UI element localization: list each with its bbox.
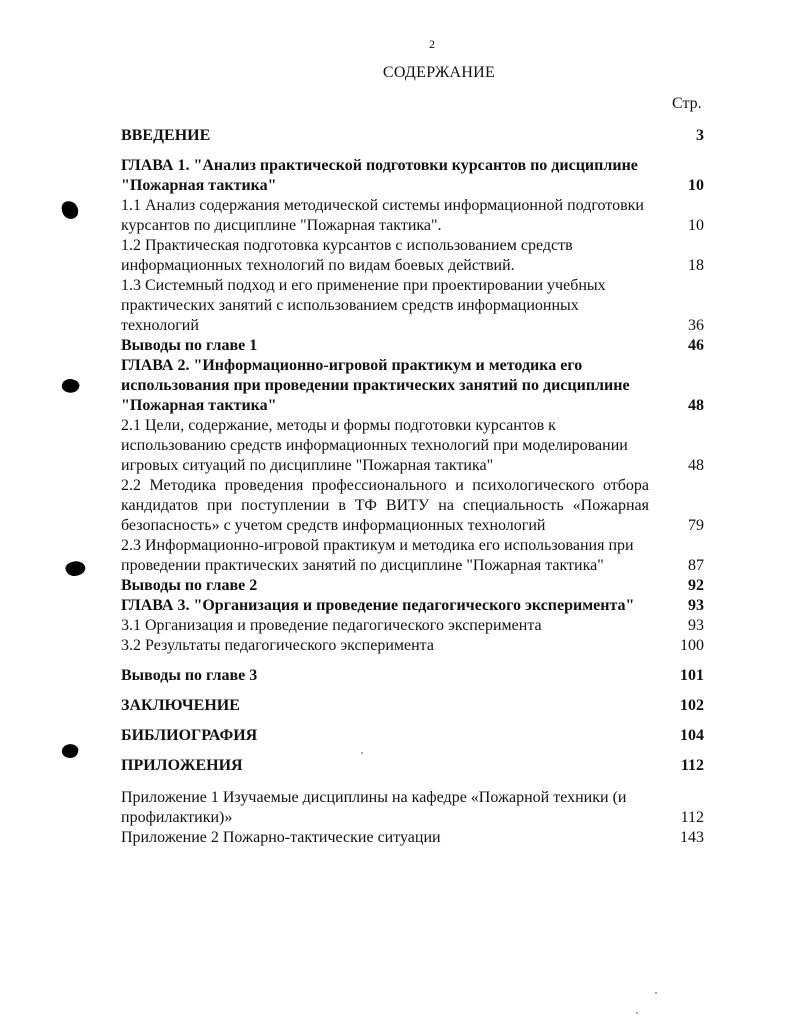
page-title: СОДЕРЖАНИЕ [382, 64, 496, 81]
toc-entry-conclusion: ЗАКЛЮЧЕНИЕ 102 [121, 697, 704, 714]
ink-blot-mark [60, 742, 79, 760]
toc-entry-section-2-1: 2.1 Цели, содержание, методы и формы подготовки курсантов к использованию средств информационных технологий при моделировании игровых ситуаций по дисциплине "Пожарная тактика" 48 [121, 417, 704, 474]
scan-speck [361, 752, 363, 754]
table-of-contents [121, 126, 711, 848]
toc-entry-conclusions-2: Выводы по главе 2 92 [121, 577, 704, 594]
toc-entry-chapter-1: ГЛАВА 1. "Анализ практической подготовки курсантов по дисциплине "Пожарная тактика" 10 [121, 157, 704, 194]
toc-entry-conclusions-3: Выводы по главе 3 101 [121, 667, 704, 684]
toc-entry-section-3-2: 3.2 Результаты педагогического эксперимента 100 [121, 637, 704, 654]
toc-entry-appendix-1: Приложение 1 Изучаемые дисциплины на кафедре «Пожарной техники (и профилактики)» 112 [121, 789, 704, 826]
toc-entry-appendices: ПРИЛОЖЕНИЯ 112 [121, 757, 704, 774]
toc-entry-section-2-2: 2.2 Методика проведения профессионального и психологического отбора кандидатов при поступлении в ТФ ВИТУ на специальность «Пожарная безопасность» с учетом средств информационных технологий 79 [121, 477, 704, 534]
toc-entry-conclusions-1: Выводы по главе 1 46 [121, 337, 704, 354]
toc-entry-chapter-3: ГЛАВА 3. "Организация и проведение педагогического эксперимента" 93 [121, 597, 704, 614]
toc-entry-appendix-2: Приложение 2 Пожарно-тактические ситуации 143 [121, 829, 704, 846]
toc-entry-section-1-3: 1.3 Системный подход и его применение при проектировании учебных практических занятий с использованием средств информационных технологий 36 [121, 277, 704, 334]
toc-entry-section-3-1: 3.1 Организация и проведение педагогического эксперимента 93 [121, 617, 704, 634]
page-column-header: Стр. [672, 95, 702, 112]
toc-entry-introduction: ВВЕДЕНИЕ 3 [121, 127, 704, 144]
scan-speck [655, 992, 657, 994]
ink-blot-mark [60, 377, 81, 396]
page-number: 2 [429, 37, 435, 51]
toc-entry-section-2-3: 2.3 Информационно-игровой практикум и методика его использования при проведении практических занятий по дисциплине "Пожарная тактика" 87 [121, 537, 704, 574]
toc-entry-section-1-2: 1.2 Практическая подготовка курсантов с использованием средств информационных технологий по видам боевых действий. 18 [121, 237, 704, 274]
ink-blot-mark [61, 200, 80, 221]
toc-entry-section-1-1: 1.1 Анализ содержания методической системы информационной подготовки курсантов по дисциплине "Пожарная тактика". 10 [121, 197, 704, 234]
scan-speck [636, 1012, 638, 1014]
ink-blot-mark [64, 558, 88, 580]
toc-entry-bibliography: БИБЛИОГРАФИЯ 104 [121, 727, 704, 744]
toc-entry-chapter-2: ГЛАВА 2. "Информационно-игровой практикум и методика его использования при проведении практических занятий по дисциплине "Пожарная тактика" 48 [121, 357, 704, 414]
